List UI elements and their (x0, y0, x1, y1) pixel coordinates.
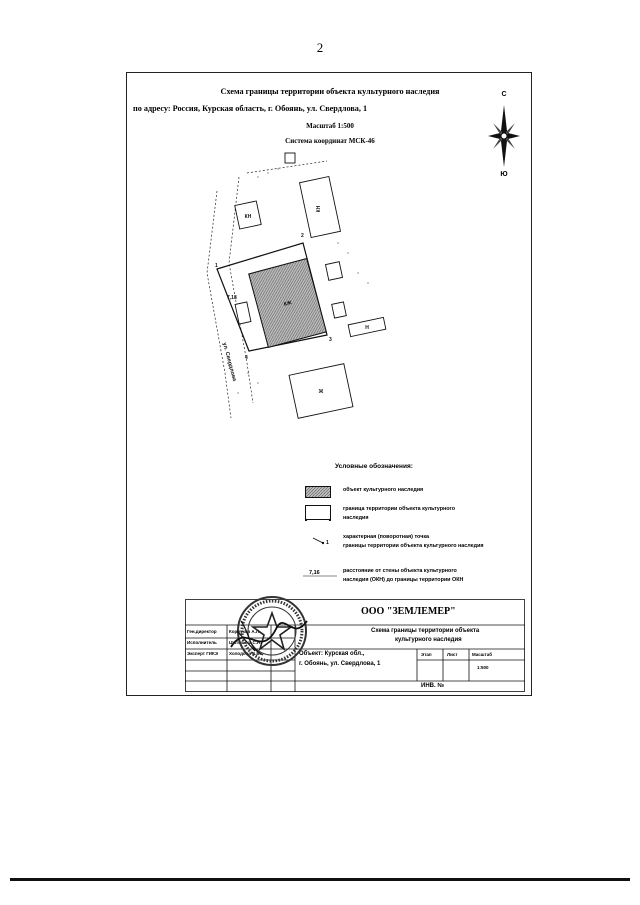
point-label: 1 (215, 263, 218, 269)
legend-item: объект культурного наследия (343, 487, 424, 493)
svg-text:1: 1 (326, 540, 329, 546)
doc-title-line2: культурного наследия (395, 637, 462, 643)
building-label: Н (365, 325, 369, 331)
doc-title-line1: Схема границы территории объекта (371, 628, 480, 634)
role-label: Исполнитель (187, 640, 217, 645)
col-stage: Этап (421, 652, 432, 657)
company-name: ООО "ЗЕМЛЕМЕР" (361, 606, 456, 617)
drawing-title: Схема границы территории объекта культурного наследия (220, 87, 440, 96)
drawing-sheet (126, 72, 532, 696)
legend-object-swatch (305, 485, 331, 503)
building-small-top (285, 153, 295, 163)
site-plan (127, 73, 533, 473)
street-label: ул. Свердлова (221, 341, 238, 382)
legend-distance-symbol (303, 567, 337, 585)
legend-title: Условные обозначения: (335, 463, 413, 470)
building-label: КН (316, 205, 322, 213)
person-name: Холодова Е.В. (229, 651, 261, 656)
building-label: КН (244, 214, 252, 220)
page-number: 2 (316, 40, 324, 55)
legend-point-symbol (311, 533, 337, 551)
col-scale: Масштаб (472, 652, 493, 657)
point-label: 2 (301, 233, 304, 239)
company-seal-stamp (227, 591, 317, 671)
drawing-scale: Масштаб 1:500 (306, 122, 354, 130)
drawing-address: по адресу: Россия, Курская область, г. Обоянь, ул. Свердлова, 1 (133, 104, 368, 113)
svg-text:7,16: 7,16 (309, 570, 320, 576)
legend-boundary-symbol (305, 505, 331, 526)
role-label: Ген.директор (187, 629, 217, 634)
coordinate-system: Система координат МСК-46 (285, 137, 375, 145)
point-label: 3 (329, 337, 332, 343)
distance-label: 7,18 (227, 295, 237, 301)
compass-south-label: Ю (500, 171, 508, 178)
point-label: 4 (245, 355, 248, 361)
building-label: Ж (318, 389, 324, 395)
compass-north-label: С (501, 91, 507, 98)
object-label: КЖ (283, 300, 293, 308)
inventory-number: ИНВ. № (421, 683, 445, 689)
legend-item: характерная (поворотная) точка границы территории объекта культурного наследия (343, 534, 484, 549)
col-sheet: Лист (447, 652, 458, 657)
outbuilding-2 (332, 302, 347, 318)
legend-item: граница территории объекта культурного наследия (343, 506, 456, 521)
object-line1: Объект: Курская обл., (299, 651, 365, 657)
role-label: Эксперт ГИКЭ (187, 651, 219, 656)
outbuilding-1 (325, 262, 342, 281)
person-name: Шатохина С.Н. (229, 640, 262, 645)
object-line2: г. Обоянь, ул. Свердлова, 1 (299, 661, 381, 667)
person-name: Корнуков А.Л. (229, 629, 261, 634)
legend-item: расстояние от стены объекта культурного наследия (ОКН) до границы территории ОКН (343, 568, 464, 583)
scale-value: 1:500 (477, 665, 489, 670)
page-footer-rule (10, 878, 630, 881)
